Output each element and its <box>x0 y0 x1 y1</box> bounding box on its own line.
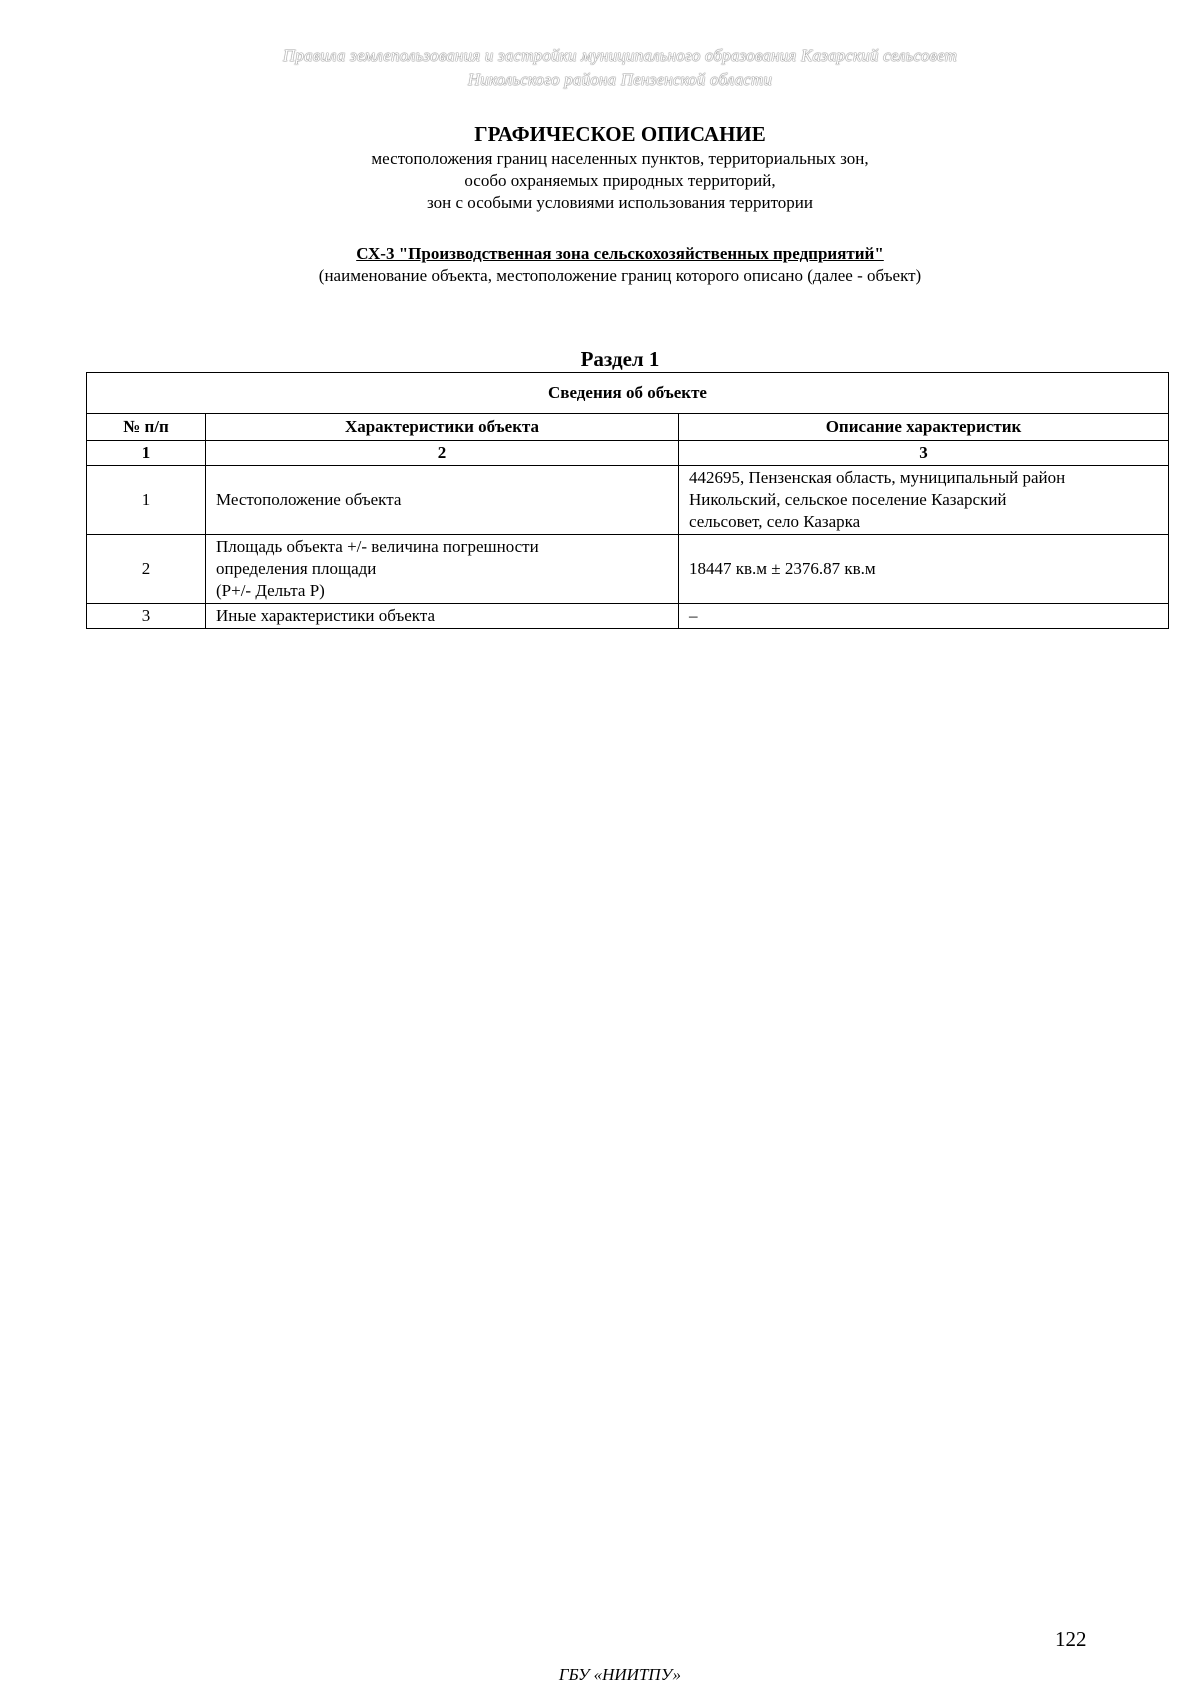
document-title: ГРАФИЧЕСКОЕ ОПИСАНИЕ <box>474 122 766 146</box>
column-number: 3 <box>679 441 1169 466</box>
column-number: 1 <box>87 441 206 466</box>
column-number: 2 <box>206 441 679 466</box>
row-characteristic <box>206 604 679 629</box>
subtitle-line: местоположения границ населенных пунктов, территориальных зон, <box>371 149 869 168</box>
cell-line: Площадь объекта +/- величина погрешности <box>216 537 539 556</box>
cell-line: Иные характеристики объекта <box>216 606 436 625</box>
table-caption: Сведения об объекте <box>87 373 1169 414</box>
running-header-line-2: Никольского района Пензенской области <box>467 70 773 89</box>
section-title: Раздел 1 <box>580 347 660 371</box>
cell-line: 442695, Пензенская область, муниципальный район <box>689 468 1066 487</box>
row-number: 1 <box>87 466 206 535</box>
cell-line: 18447 кв.м ± 2376.87 кв.м <box>689 559 876 578</box>
cell-line: (P+/- Дельта P) <box>216 581 325 600</box>
running-header <box>0 44 1200 92</box>
row-characteristic <box>206 535 679 604</box>
table-header-row <box>87 414 1169 441</box>
object-name-caption: (наименование объекта, местоположение границ которого описано (далее - объект) <box>318 266 922 285</box>
running-footer: ГБУ «НИИТПУ» <box>558 1665 682 1684</box>
row-characteristic <box>206 466 679 535</box>
running-header-line-1: Правила землепользования и застройки муниципального образования Казарский сельсовет <box>282 46 958 65</box>
row-number: 3 <box>87 604 206 629</box>
table-caption-row <box>87 373 1169 414</box>
subtitle-line: зон с особыми условиями использования территории <box>427 193 813 212</box>
subtitle-line: особо охраняемых природных территорий, <box>464 171 776 190</box>
object-name <box>0 243 1200 265</box>
column-header-number: № п/п <box>87 414 206 441</box>
column-header-description: Описание характеристик <box>679 414 1169 441</box>
table-row <box>87 535 1169 604</box>
table-row <box>87 466 1169 535</box>
cell-line: – <box>689 606 698 625</box>
cell-line: определения площади <box>216 559 377 578</box>
object-info-table <box>86 372 1169 629</box>
row-description <box>679 535 1169 604</box>
column-numbering-row <box>87 441 1169 466</box>
page-number: 122 <box>1055 1627 1087 1651</box>
document-subtitle <box>0 148 1200 214</box>
table-row <box>87 604 1169 629</box>
object-name-text: СХ-3 "Производственная зона сельскохозяйственных предприятий" <box>356 244 884 263</box>
cell-line: Местоположение объекта <box>216 490 402 509</box>
cell-line: сельсовет, село Казарка <box>689 512 861 531</box>
row-description <box>679 604 1169 629</box>
row-number: 2 <box>87 535 206 604</box>
row-description <box>679 466 1169 535</box>
cell-line: Никольский, сельское поселение Казарский <box>689 490 1007 509</box>
column-header-characteristic: Характеристики объекта <box>206 414 679 441</box>
